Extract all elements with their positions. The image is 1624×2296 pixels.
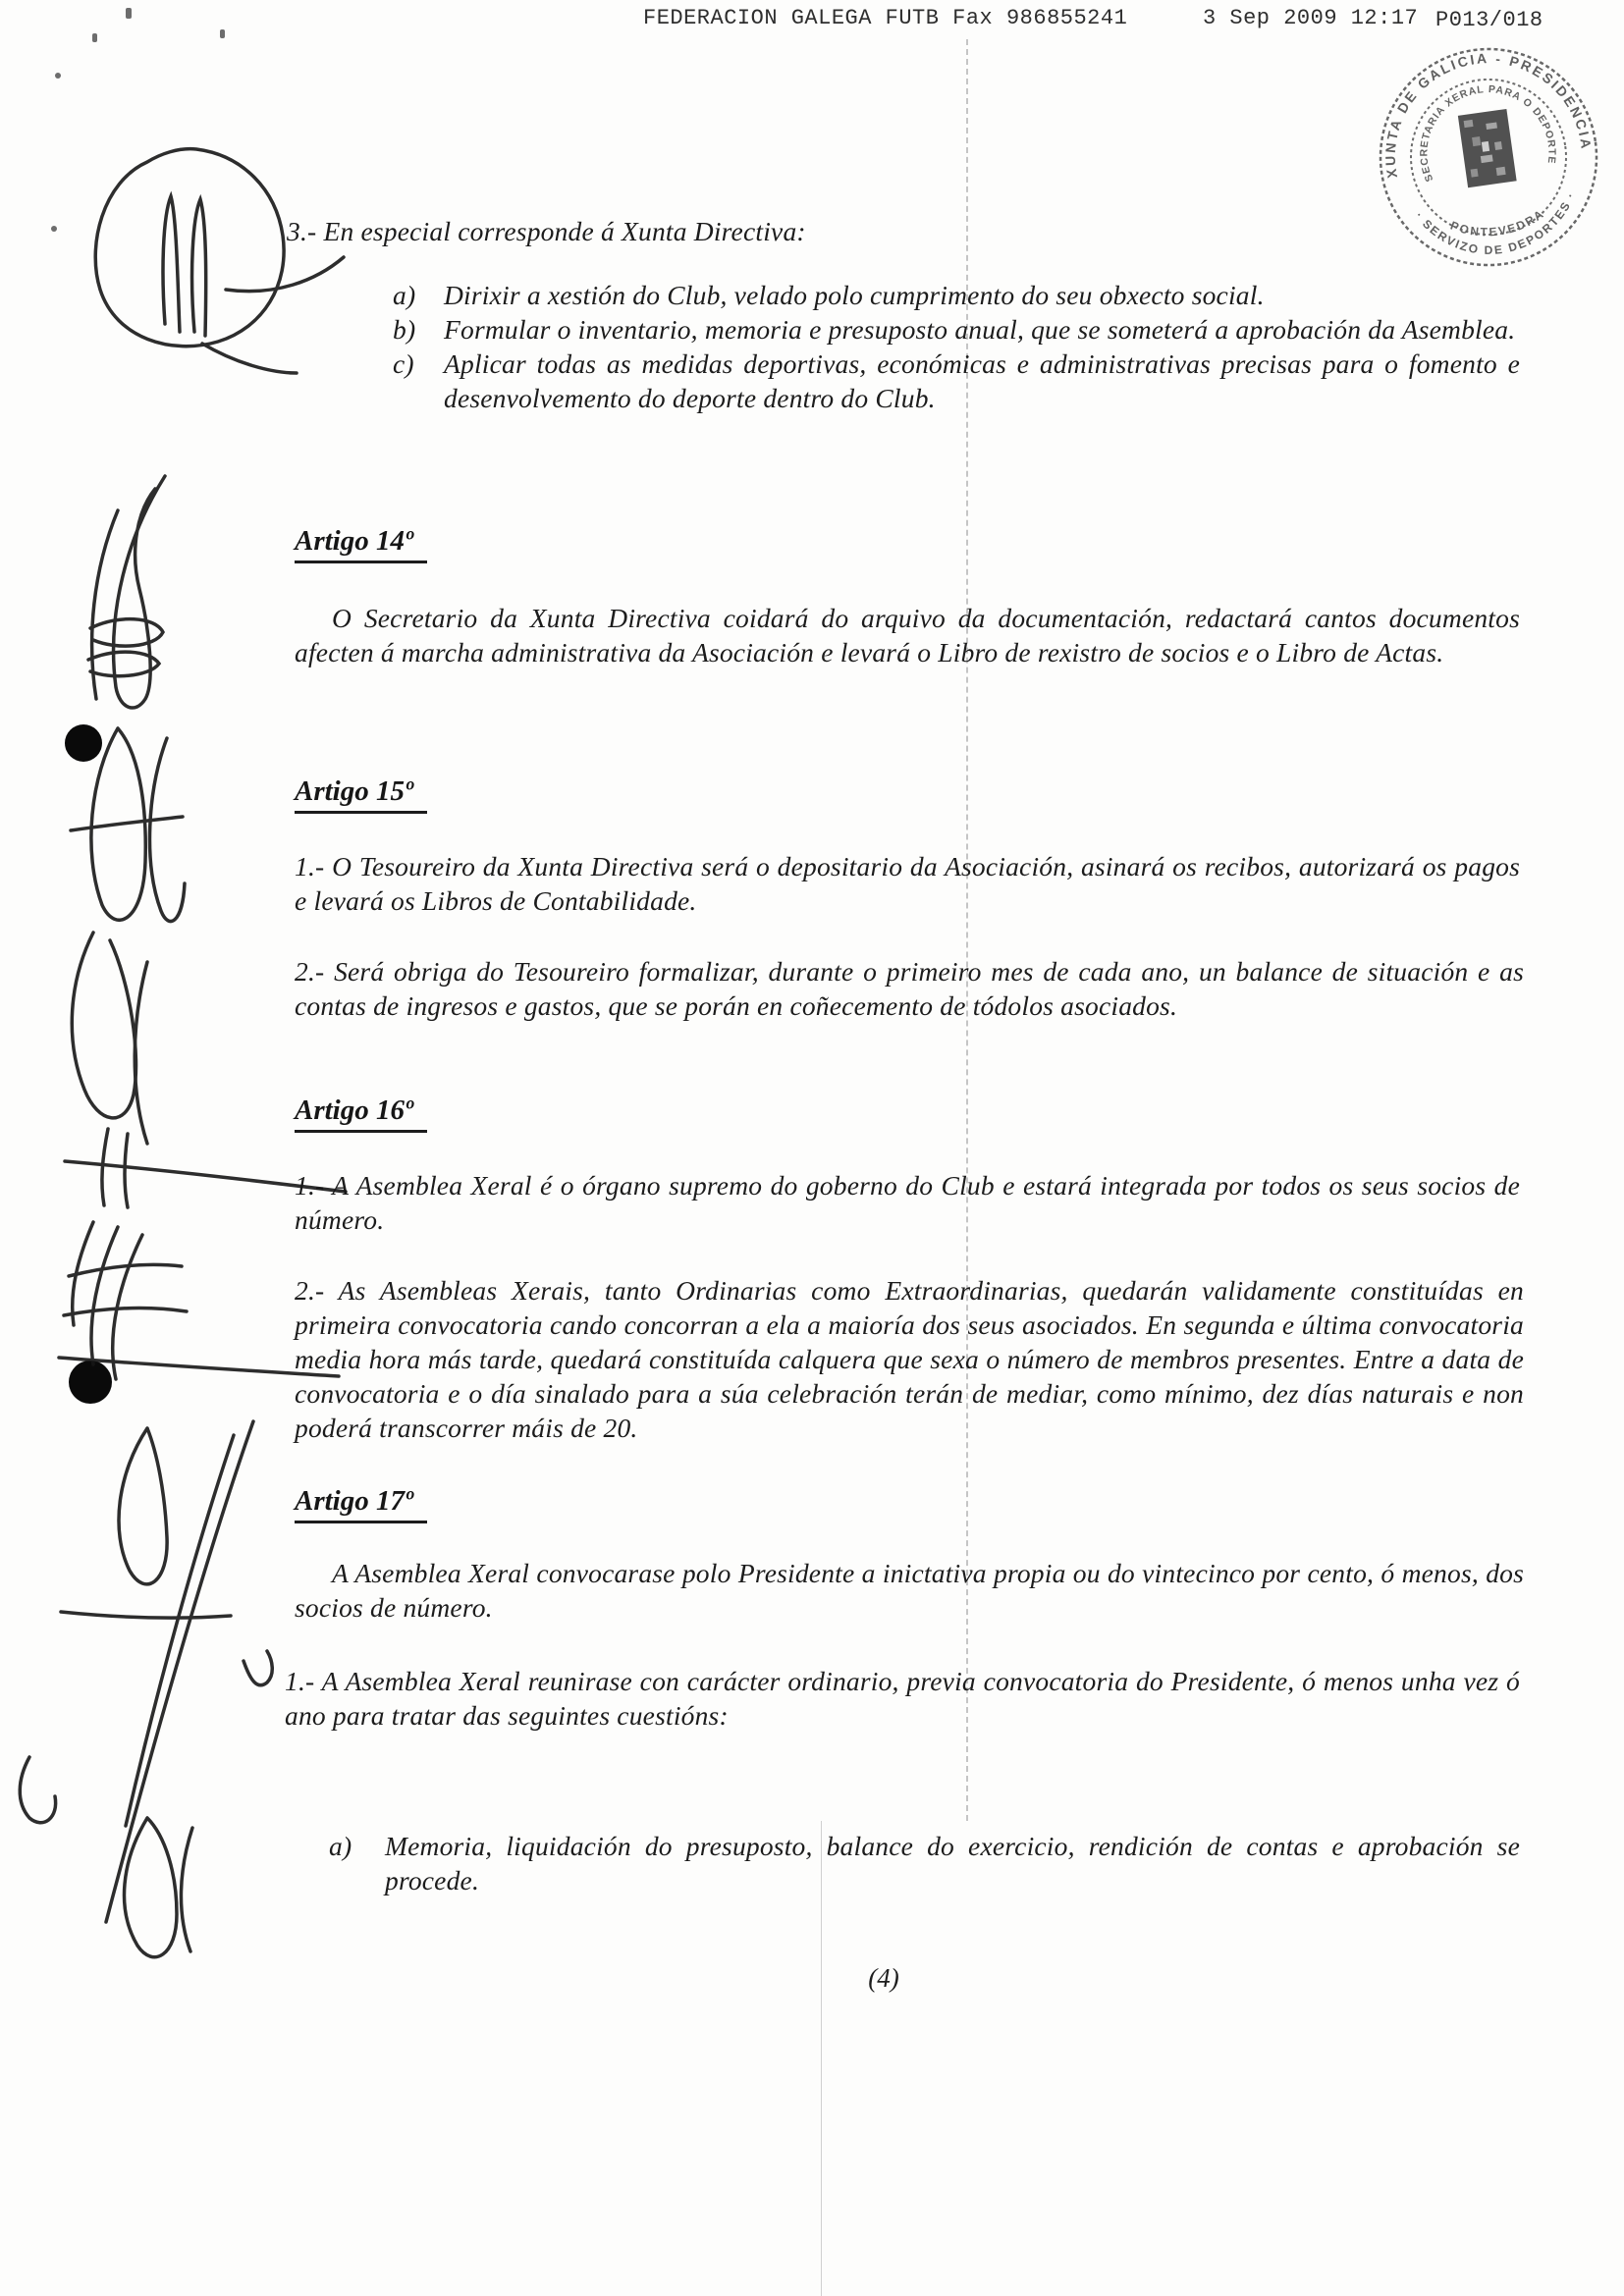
stamp-inner-top-text: SECRETARIA XERAL PARA O DEPORTE [1418,83,1558,184]
stamp-rotated-group [1367,37,1610,273]
article-title-16 [295,1095,427,1133]
article-14-paragraph: O Secretario da Xunta Directiva coidará do arquivo da documentación, redactará cantos documentos afecten á marcha administrativa da Asociación e levará o Libro de rexistro de socios e o Libro de Actas. [295,603,1520,667]
fax-header-sender: FEDERACION GALEGA FUTB Fax 986855241 [643,6,1128,30]
signature-scribble-6 [20,1421,272,1957]
stamp-outer-bottom-text: · SERVIZO DE DEPORTES · [1412,188,1579,257]
list-item [393,347,1520,415]
list-item-text: Dirixir a xestión do Club, velado polo cumprimento do seu obxecto social. [444,280,1265,310]
official-stamp [1353,37,1624,273]
final-list [329,1829,1520,1897]
article-17-paragraph-1: A Asemblea Xeral convocarase polo Presidente a inictativa propia ou do vintecinco por cento, ó menos, dos socios de número. [295,1558,1524,1623]
fax-header-datetime: 3 Sep 2009 12:17 [1203,6,1419,30]
fax-header-page-ref: P013/018 [1435,8,1543,32]
list-item [329,1829,1520,1897]
hole-punch-dot [69,1361,112,1404]
article-title-14 [295,525,427,563]
list-item-text: Formular o inventario, memoria e presuposto anual, que se someterá a aprobación da Asemblea. [444,314,1516,345]
stamp-outer-top-text: XUNTA DE GALICIA - PRESIDENCIA [1381,50,1595,180]
list-item-text: Memoria, liquidación do presuposto, balance do exercicio, rendición de contas e aprobación se procede. [385,1831,1520,1896]
scan-speck [55,73,61,79]
list-item-text: Aplicar todas as medidas deportivas, económicas e administrativas precisas para o fomento e desenvolvemento do deporte dentro do Club. [444,348,1520,413]
stamp-graphic [1353,37,1624,273]
scan-speck [92,33,97,42]
signature-scribble-2 [88,476,165,708]
article-15-paragraph-1: 1.- O Tesoureiro da Xunta Directiva será o depositario da Asociación, asinará os recibos, autorizará os pagos e levará os Libros de Contabilidade. [295,851,1520,916]
list-item [393,312,1520,347]
article-title-17-text: Artigo 17º [295,1485,427,1523]
page-number: (4) [868,1963,899,1993]
list-marker: a) [329,1831,352,1861]
list-marker: b) [393,314,416,345]
scan-speck [126,8,132,19]
article-15-paragraph-2: 2.- Será obriga do Tesoureiro formalizar, durante o primeiro mes de cada ano, un balance de situación e as contas de ingresos e gastos, que se porán en coñecemento de tódolos asociados. [295,956,1524,1021]
section3-list [393,278,1520,415]
signature-scribble-1 [95,149,344,373]
article-title-15 [295,775,427,814]
list-item [393,278,1520,312]
list-marker: c) [393,348,414,379]
scan-speck [51,226,57,232]
article-title-16-text: Artigo 16º [295,1095,427,1133]
section3-intro: 3.- En especial corresponde á Xunta Directiva: [287,216,806,246]
hole-punch-dot [65,724,102,762]
article-title-14-text: Artigo 14º [295,525,427,563]
article-16-paragraph-1: 1.- A Asemblea Xeral é o órgano supremo do goberno do Club e estará integrada por todos os seus socios de número. [295,1170,1520,1235]
stamp-emblem [1458,109,1517,187]
scan-speck [220,29,225,38]
list-marker: a) [393,280,416,310]
article-16-paragraph-2: 2.- As Asembleas Xerais, tanto Ordinarias como Extraordinarias, quedarán validamente constituídas en primeira convocatoria cando concorran a ela a maioría dos seus asociados. En segunda e última convocatoria media hora más tarde, quedará constituída calquera que sexa o número de membros presentes. Entre a data de convocatoria e o día sinalado para a súa celebración terán de mediar, como mínimo, dez días naturais e non poderá transcorrer máis de 20. [295,1275,1524,1443]
stamp-inner-bottom-text: PONTEVEDRA [1448,206,1547,240]
article-title-15-text: Artigo 15º [295,775,427,814]
article-17-paragraph-2: 1.- A Asemblea Xeral reunirase con carácter ordinario, previa convocatoria do Presidente, ó menos unha vez ó ano para tratar das seguintes cuestións: [285,1666,1520,1731]
article-title-17 [295,1485,427,1523]
